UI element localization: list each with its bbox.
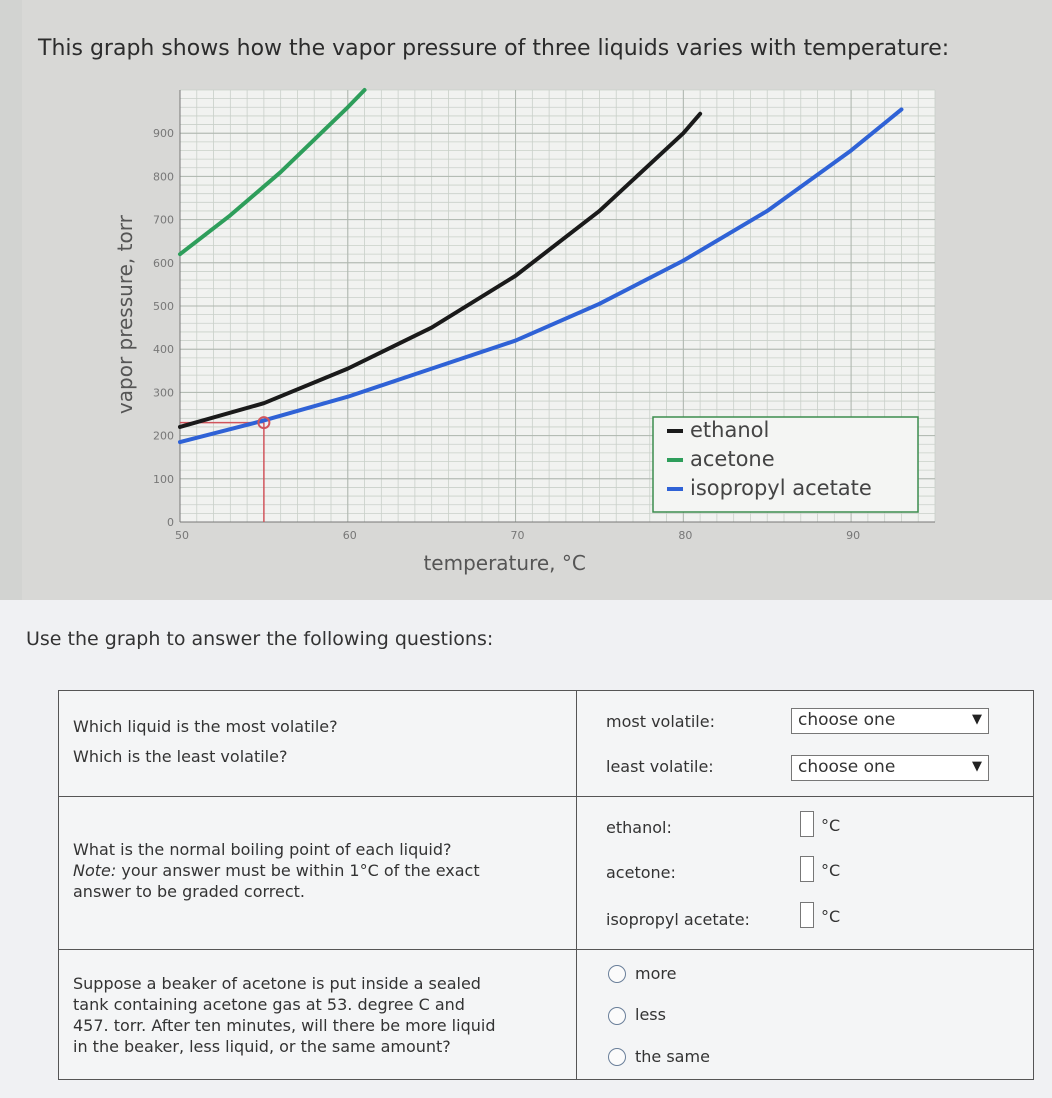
chevron-down-icon: ▼: [972, 712, 982, 727]
radio-less-label[interactable]: less: [635, 1005, 666, 1024]
radio-more[interactable]: [608, 965, 626, 983]
question-table: [58, 690, 1034, 1080]
x-tick-label: 90: [846, 529, 861, 542]
select-value: choose one: [798, 757, 896, 777]
ethanol-label: ethanol:: [606, 818, 672, 837]
least-volatile-select[interactable]: [791, 755, 989, 781]
row-divider: [59, 796, 1033, 797]
question-line: Suppose a beaker of acetone is put inside a sealed: [73, 974, 481, 993]
select-value: choose one: [798, 710, 896, 730]
column-divider: [576, 691, 577, 1079]
x-tick-label: 70: [510, 529, 525, 542]
page-title: This graph shows how the vapor pressure of three liquids varies with temperature:: [38, 36, 950, 61]
y-tick-label: 400: [153, 343, 174, 357]
most-volatile-select[interactable]: [791, 708, 989, 734]
legend-label: isopropyl acetate: [690, 476, 872, 500]
radio-less[interactable]: [608, 1007, 626, 1025]
x-tick-label: 60: [342, 529, 357, 542]
acetone-label: acetone:: [606, 863, 676, 882]
y-tick-label: 500: [153, 300, 174, 313]
radio-more-label[interactable]: more: [635, 964, 677, 983]
unit-label: °C: [821, 816, 841, 835]
x-tick-label: 50: [175, 529, 189, 542]
y-tick-label: 800: [153, 170, 174, 184]
unit-label: °C: [821, 907, 841, 926]
x-tick-label: 80: [678, 529, 693, 542]
acetone-bp-input[interactable]: [800, 856, 814, 882]
question-line: answer to be graded correct.: [73, 882, 305, 901]
question-volatility: [73, 716, 338, 767]
y-tick-label: 100: [153, 472, 174, 486]
radio-same-label[interactable]: the same: [635, 1047, 710, 1066]
x-axis-title: temperature, °C: [423, 551, 586, 575]
row-divider: [59, 949, 1033, 950]
least-volatile-label: least volatile:: [606, 757, 714, 776]
radio-same[interactable]: [608, 1048, 626, 1066]
chevron-down-icon: ▼: [972, 759, 982, 774]
question-line: 457. torr. After ten minutes, will there be more liquid: [73, 1016, 496, 1035]
isopropyl-acetate-bp-input[interactable]: [800, 902, 814, 928]
y-tick-label: 700: [153, 213, 174, 227]
y-tick-label: 200: [153, 429, 174, 443]
legend-label: ethanol: [690, 418, 770, 442]
y-tick-label: 600: [153, 256, 174, 270]
isopropyl-acetate-label: isopropyl acetate:: [606, 910, 750, 929]
ethanol-bp-input[interactable]: [800, 811, 814, 837]
y-tick-label: 900: [153, 127, 174, 141]
question-line: in the beaker, less liquid, or the same amount?: [73, 1037, 451, 1056]
most-volatile-label: most volatile:: [606, 712, 715, 731]
question-line: What is the normal boiling point of each liquid?: [73, 840, 452, 859]
legend-label: acetone: [690, 447, 775, 471]
question-equilibrium: [73, 973, 495, 1057]
note-text: your answer must be within 1°C of the exact: [116, 861, 480, 880]
y-tick-label: 0: [167, 516, 174, 529]
question-line: Which liquid is the most volatile?: [73, 717, 338, 736]
question-line: Which is the least volatile?: [73, 747, 288, 766]
note-prefix: Note:: [73, 861, 117, 880]
unit-label: °C: [821, 861, 841, 880]
instructions: Use the graph to answer the following questions:: [26, 628, 494, 650]
y-tick-label: 300: [153, 386, 174, 400]
y-axis-title: vapor pressure, torr: [113, 215, 137, 415]
question-line: tank containing acetone gas at 53. degree C and: [73, 995, 465, 1014]
vapor-pressure-chart: [100, 80, 940, 590]
question-boiling-point: [73, 839, 480, 902]
